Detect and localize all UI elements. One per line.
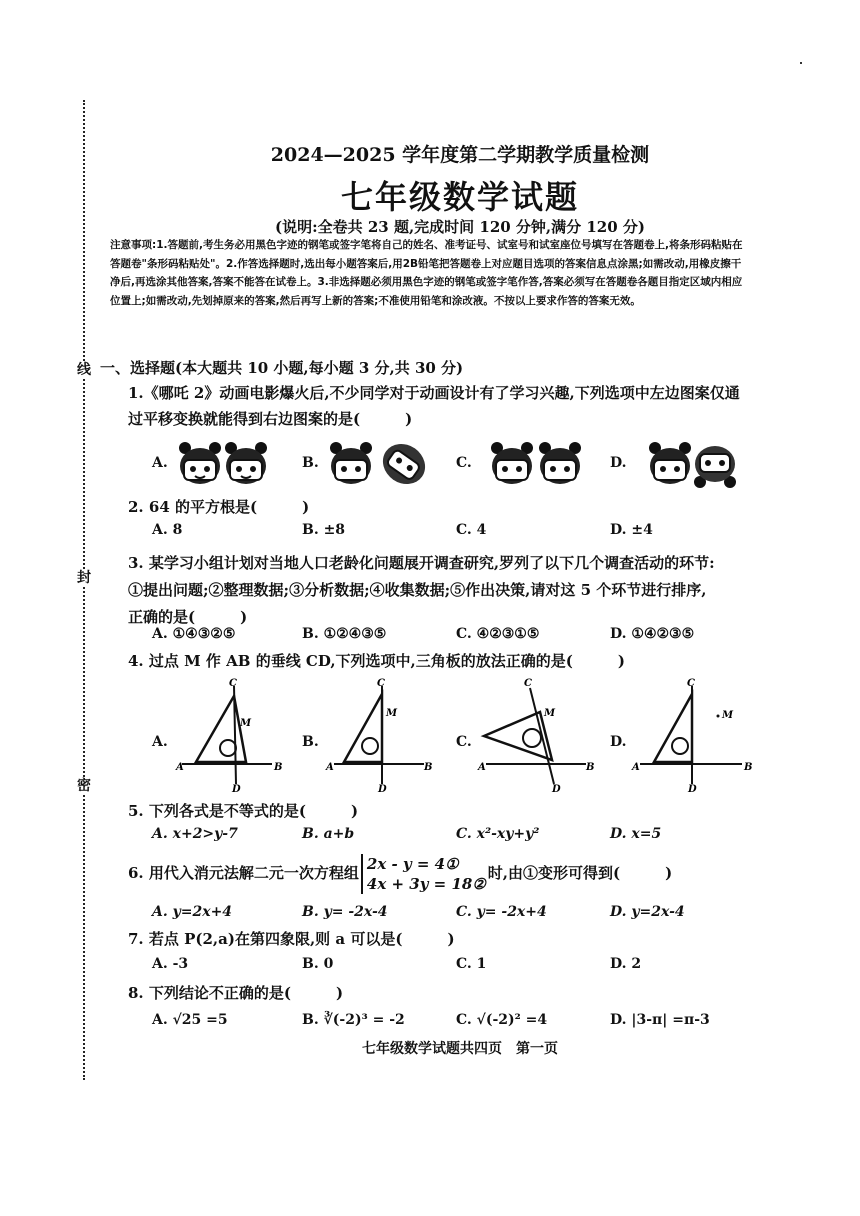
q6-options bbox=[152, 904, 752, 924]
q2-stem: 2. 64 的平方根是( ) bbox=[128, 498, 310, 516]
section-title: 一、选择题(本大题共 10 小题,每小题 3 分,共 30 分) bbox=[100, 359, 464, 377]
q4-figure-d bbox=[630, 676, 760, 794]
q4c-label-d: D bbox=[552, 784, 561, 794]
q1-option-b[interactable] bbox=[302, 438, 434, 488]
binding-char-xian: 线 bbox=[77, 362, 91, 378]
nezha-pair-a-icon bbox=[173, 438, 273, 488]
q2-option-a[interactable]: A. 8 bbox=[152, 522, 183, 538]
q7-option-b[interactable]: B. 0 bbox=[302, 956, 334, 972]
q5-option-a[interactable]: A. x+2>y-7 bbox=[152, 826, 238, 842]
q1-line1: 1.《哪吒 2》动画电影爆火后,不少同学对于动画设计有了学习兴趣,下列选项中左边图案仅通 bbox=[128, 384, 740, 402]
q1-option-c-label: C. bbox=[456, 455, 472, 471]
q4c-label-b: B bbox=[586, 762, 595, 773]
q4-figure-b bbox=[324, 676, 434, 794]
q4d-label-c: C bbox=[687, 678, 695, 689]
q5-option-b[interactable]: B. a+b bbox=[302, 826, 355, 842]
q6-eq2: 4x + 3y = 18② bbox=[366, 875, 486, 893]
q2-option-c[interactable]: C. 4 bbox=[456, 522, 487, 538]
q2-options bbox=[152, 522, 752, 542]
q7-option-c[interactable]: C. 1 bbox=[456, 956, 487, 972]
q3-option-d[interactable]: D. ①④②③⑤ bbox=[610, 626, 695, 642]
q8-stem: 8. 下列结论不正确的是( ) bbox=[128, 984, 344, 1002]
q5-option-c[interactable]: C. x²-xy+y² bbox=[456, 826, 540, 842]
q6-option-d[interactable]: D. y=2x-4 bbox=[610, 904, 685, 920]
q6-stem bbox=[128, 850, 748, 896]
q2-option-d[interactable]: D. ±4 bbox=[610, 522, 653, 538]
q4a-label-m: M bbox=[240, 718, 252, 729]
q8-option-c[interactable]: C. √(-2)² =4 bbox=[456, 1012, 548, 1028]
q3-option-b[interactable]: B. ①②④③⑤ bbox=[302, 626, 387, 642]
q6-option-a[interactable]: A. y=2x+4 bbox=[152, 904, 233, 920]
q4b-label-a: A bbox=[326, 762, 334, 773]
exam-title: 七年级数学试题 bbox=[340, 178, 579, 216]
q4d-label-d: D bbox=[688, 784, 697, 794]
notice-label: 注意事项: bbox=[110, 239, 157, 251]
q4a-label-b: B bbox=[274, 762, 282, 773]
q4d-label-b: B bbox=[744, 762, 753, 773]
q3-line3: 正确的是( ) bbox=[128, 608, 248, 626]
q4-option-d-label[interactable]: D. bbox=[610, 734, 627, 750]
binding-char-mi: 密 bbox=[77, 778, 91, 794]
q3-line1: 3. 某学习小组计划对当地人口老龄化问题展开调查研究,罗列了以下几个调查活动的环节: bbox=[128, 554, 715, 572]
q4-figure-c bbox=[476, 676, 596, 794]
q4d-label-m: M bbox=[722, 710, 734, 721]
q6-eq1: 2x - y = 4① bbox=[366, 855, 459, 873]
q7-option-a[interactable]: A. -3 bbox=[152, 956, 189, 972]
binding-dotted-line bbox=[83, 100, 85, 1080]
q6-stem-b: 时,由①变形可得到( ) bbox=[487, 864, 673, 882]
nezha-pair-c-icon bbox=[477, 438, 587, 488]
q4b-label-m: M bbox=[386, 708, 398, 719]
q1-option-a[interactable] bbox=[152, 438, 273, 488]
q4-figure-a bbox=[172, 676, 282, 794]
q4b-label-d: D bbox=[378, 784, 387, 794]
q5-stem: 5. 下列各式是不等式的是( ) bbox=[128, 802, 359, 820]
q3-line2: ①提出问题;②整理数据;③分析数据;④收集数据;⑤作出决策,请对这 5 个环节进行排序, bbox=[128, 581, 707, 599]
q8-option-b[interactable]: B. ∛(-2)³ = -2 bbox=[302, 1012, 405, 1028]
page-footer: 七年级数学试题共四页 第一页 bbox=[362, 1041, 558, 1057]
q1-stem bbox=[128, 380, 748, 432]
q4-option-b-label[interactable]: B. bbox=[302, 734, 319, 750]
q1-option-a-label: A. bbox=[152, 455, 168, 471]
q6-equation-system bbox=[361, 854, 486, 894]
binding-char-feng: 封 bbox=[77, 570, 91, 586]
q4-options bbox=[152, 676, 752, 796]
q7-options bbox=[152, 956, 752, 976]
q1-option-d-label: D. bbox=[610, 455, 627, 471]
q1-options bbox=[152, 438, 752, 488]
q1-option-d[interactable] bbox=[610, 438, 741, 488]
q4b-label-c: C bbox=[377, 678, 385, 689]
exam-year-line: 2024—2025 学年度第二学期教学质量检测 bbox=[270, 144, 650, 166]
q1-option-c[interactable] bbox=[456, 438, 587, 488]
q4b-label-b: B bbox=[424, 762, 433, 773]
q4a-label-c: C bbox=[229, 678, 237, 689]
q4a-label-a: A bbox=[176, 762, 184, 773]
q4c-label-m: M bbox=[544, 708, 556, 719]
exam-instructions: (说明:全卷共 23 题,完成时间 120 分钟,满分 120 分) bbox=[274, 218, 645, 236]
notice-text: 1.答题前,考生务必用黑色字迹的钢笔或签字笔将自己的姓名、准考证号、试室号和试室座位号填写在答题卷上,将条形码粘贴在答题卷"条形码粘贴处"。2.作答选择题时,选出每小题答案后,用2B铅笔把答题卷上对应题目选项的答案信息点涂黑;如需改动,用橡皮擦干净后,再选涂其他答案,答案不能答在试卷上。3.非选择题必须用黑色字迹的钢笔或签字笔作答,答案必须写在答题卷各题目指定区域内相应位置上;如需改动,先划掉原来的答案,然后再写上新的答案;不准使用铅笔和涂改液。不按以上要求作答的答案无效。 bbox=[110, 239, 743, 307]
q6-option-c[interactable]: C. y= -2x+4 bbox=[456, 904, 547, 920]
q7-stem: 7. 若点 P(2,a)在第四象限,则 a 可以是( ) bbox=[128, 930, 455, 948]
q7-option-d[interactable]: D. 2 bbox=[610, 956, 642, 972]
q4-option-a-label[interactable]: A. bbox=[152, 734, 168, 750]
q5-option-d[interactable]: D. x=5 bbox=[610, 826, 662, 842]
notice-block bbox=[110, 236, 750, 310]
nezha-pair-b-icon bbox=[324, 438, 434, 488]
q3-options bbox=[152, 626, 752, 646]
q4d-label-a: A bbox=[632, 762, 640, 773]
q3-option-c[interactable]: C. ④②③①⑤ bbox=[456, 626, 540, 642]
q3-stem bbox=[128, 550, 748, 631]
q8-option-d[interactable]: D. |3-π| =π-3 bbox=[610, 1012, 710, 1028]
q4c-label-c: C bbox=[524, 678, 532, 689]
nezha-pair-d-icon bbox=[631, 438, 741, 488]
q2-option-b[interactable]: B. ±8 bbox=[302, 522, 346, 538]
q1-line2: 过平移变换就能得到右边图案的是( ) bbox=[128, 410, 413, 428]
q8-options bbox=[152, 1012, 752, 1032]
speck bbox=[800, 62, 802, 64]
q4c-label-a: A bbox=[478, 762, 486, 773]
q6-option-b[interactable]: B. y= -2x-4 bbox=[302, 904, 388, 920]
q4-option-c-label[interactable]: C. bbox=[456, 734, 472, 750]
q6-stem-a: 6. 用代入消元法解二元一次方程组 bbox=[128, 864, 359, 882]
q3-option-a[interactable]: A. ①④③②⑤ bbox=[152, 626, 236, 642]
q5-options bbox=[152, 826, 752, 846]
q4-stem: 4. 过点 M 作 AB 的垂线 CD,下列选项中,三角板的放法正确的是( ) bbox=[128, 652, 625, 670]
q1-option-b-label: B. bbox=[302, 455, 319, 471]
q8-option-a[interactable]: A. √25 =5 bbox=[152, 1012, 228, 1028]
q4a-label-d: D bbox=[232, 784, 241, 794]
